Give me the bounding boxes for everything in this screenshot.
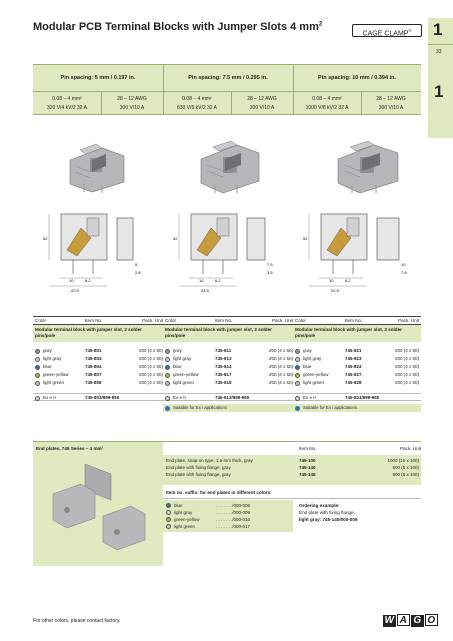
order-table-7-5mm xyxy=(163,316,295,412)
col-color-header: Color xyxy=(35,318,46,323)
row-color: light green xyxy=(303,380,325,385)
table-header xyxy=(163,316,295,325)
suffix-color: light green xyxy=(174,524,196,529)
row-pack: 200 (4 x 50) xyxy=(138,380,163,385)
spec-range-metric: 0.08 – 4 mm² xyxy=(312,96,342,102)
table-row xyxy=(33,363,165,371)
info-icon xyxy=(295,406,300,411)
table-row xyxy=(163,363,295,371)
spec-vdivider xyxy=(231,91,232,115)
row-color: light gray xyxy=(43,356,62,361)
ex-row xyxy=(163,393,295,401)
table-row xyxy=(166,464,421,471)
note-text: Suitable for Ex i applications xyxy=(303,405,357,410)
logo-letter-o: O xyxy=(425,614,438,626)
dim-pitch: 10 xyxy=(69,278,74,283)
table-row xyxy=(166,471,421,478)
page-number: 33 xyxy=(436,49,442,55)
ex-row xyxy=(33,393,165,401)
endplates-heading: End plates, 745 Series – 4 mm² xyxy=(36,446,104,451)
dim-height: 52 xyxy=(43,236,48,241)
spec-divider xyxy=(293,91,421,92)
list-item xyxy=(166,502,291,509)
dim-pitch: 10 xyxy=(199,278,204,283)
row-item: 745-813 xyxy=(215,356,232,361)
table-row xyxy=(163,347,295,355)
row-color: green-yellow xyxy=(303,372,329,377)
swatch-light-gray xyxy=(165,396,170,401)
drawing-5mm xyxy=(33,206,155,296)
dim-offset: 7.8 xyxy=(401,270,407,275)
swatch-gray xyxy=(165,349,170,354)
spec-rating-ul: 300 V/10 A xyxy=(119,105,145,111)
table-row xyxy=(293,379,421,387)
section-title: Modular terminal block with jumper slot, 2 solder pins/pole xyxy=(33,325,165,342)
table-row xyxy=(163,355,295,363)
row-pack: 500 (5 x 100) xyxy=(392,465,419,470)
spec-vdivider xyxy=(361,91,362,115)
row-pack: 200 (4 x 50) xyxy=(268,348,293,353)
ex-label: Ex e II xyxy=(43,395,56,400)
table-row xyxy=(33,347,165,355)
list-item xyxy=(166,523,291,530)
row-pack: 200 (4 x 50) xyxy=(394,356,419,361)
table-row xyxy=(163,379,295,387)
endplates-table-header xyxy=(163,442,421,455)
col-color-header: Color xyxy=(295,318,306,323)
row-item: 745-827 xyxy=(345,372,362,377)
table-row xyxy=(166,457,421,464)
col-item-header: Item No. xyxy=(299,446,317,451)
ex-item: 745-823/999-950 xyxy=(345,395,380,400)
spec-heading: Pin spacing: 5 mm / 0.197 in. xyxy=(60,75,136,81)
swatch-gray xyxy=(35,349,40,354)
chapter-number: 1 xyxy=(433,20,443,39)
spec-rating-ul: 300 V/10 A xyxy=(249,105,275,111)
table-row xyxy=(163,371,295,379)
row-item: 745-140 xyxy=(299,465,316,470)
suffix-rows xyxy=(166,502,291,530)
swatch-green-yellow xyxy=(295,373,300,378)
note-text: Suitable for Ex i applications xyxy=(173,405,227,410)
dim-width: 22.9 xyxy=(71,288,79,293)
endplate-745-140-image xyxy=(53,484,95,528)
row-pack: 200 (4 x 50) xyxy=(138,348,163,353)
footer-note: For other colors, please contact factory. xyxy=(33,618,121,624)
spec-block-5mm xyxy=(33,64,163,115)
table-row xyxy=(293,347,421,355)
spec-range-awg: 28 – 12 AWG xyxy=(247,96,277,102)
table-row xyxy=(33,355,165,363)
swatch-light-green xyxy=(165,381,170,386)
swatch-light-gray xyxy=(35,357,40,362)
row-pack: 200 (4 x 50) xyxy=(394,372,419,377)
endplate-images xyxy=(45,460,155,560)
dim-height: 52 xyxy=(303,236,308,241)
spec-block-7-5mm xyxy=(163,64,293,115)
spec-range-metric: 0.08 – 4 mm² xyxy=(182,96,212,102)
logo-letter-w: W xyxy=(384,615,395,626)
order-table-5mm xyxy=(33,316,165,401)
swatch-light-green xyxy=(295,381,300,386)
col-pack-header: Pack. Unit xyxy=(272,318,293,323)
row-desc: End plate with fixing flange, gray xyxy=(166,472,231,477)
row-color: blue xyxy=(303,364,312,369)
swatch-blue xyxy=(165,365,170,370)
swatch-blue xyxy=(295,365,300,370)
row-item: 745-824 xyxy=(345,364,362,369)
table-row xyxy=(293,371,421,379)
ex-i-note xyxy=(163,404,295,412)
suffix-code: . . . . . . ./000-006 xyxy=(216,503,251,508)
row-pack: 200 (4 x 50) xyxy=(394,380,419,385)
row-item: 745-818 xyxy=(215,380,232,385)
ex-i-note xyxy=(293,404,421,412)
table-row xyxy=(293,355,421,363)
ex-label: Ex e II xyxy=(303,395,316,400)
swatch-light-gray xyxy=(35,396,40,401)
swatch-blue xyxy=(35,365,40,370)
spec-divider xyxy=(163,91,293,92)
row-item: 745-804 xyxy=(85,364,102,369)
page-title-text: Modular PCB Terminal Blocks with Jumper Slots 4 mm xyxy=(33,21,319,33)
suffix-divider xyxy=(163,498,421,499)
spec-rating-ul: 300 V/10 A xyxy=(378,105,404,111)
row-pack: 200 (4 x 50) xyxy=(394,348,419,353)
row-pack: 200 (4 x 50) xyxy=(394,364,419,369)
table-header xyxy=(33,316,165,325)
row-desc: End plate with fixing flange, gray xyxy=(166,465,231,470)
row-color: light gray xyxy=(173,356,192,361)
dim-pin: 6.2 xyxy=(345,278,351,283)
dim-pitch-side: 5 xyxy=(135,262,138,267)
row-color: green-yellow xyxy=(43,372,69,377)
row-color: light green xyxy=(43,380,65,385)
swatch-light-gray xyxy=(295,396,300,401)
chapter-number-large: 1 xyxy=(434,82,444,101)
cage-clamp-text: CAGE CLAMP xyxy=(362,30,409,38)
list-item xyxy=(166,516,291,523)
row-item: 745-100 xyxy=(299,458,316,463)
row-item: 745-828 xyxy=(345,380,362,385)
logo-letter-a: A xyxy=(397,614,410,626)
row-color: blue xyxy=(173,364,182,369)
row-item: 745-803 xyxy=(85,356,102,361)
row-pack: 200 (4 x 50) xyxy=(138,372,163,377)
ex-row xyxy=(293,393,421,401)
row-pack: 200 (4 x 50) xyxy=(138,356,163,361)
page-title xyxy=(33,21,322,33)
cage-clamp-logo xyxy=(352,24,422,37)
spec-range-metric: 0.08 – 4 mm² xyxy=(52,96,82,102)
row-color: gray xyxy=(173,348,182,353)
row-item: 745-814 xyxy=(215,364,232,369)
dim-pitch-side: 7.5 xyxy=(267,262,273,267)
table-row xyxy=(33,371,165,379)
row-color: light gray xyxy=(303,356,322,361)
col-item-header: Item No. xyxy=(85,318,103,323)
row-pack: 200 (4 x 50) xyxy=(268,356,293,361)
suffix-code: . . . . . . ./000-016 xyxy=(216,517,251,522)
logo-letter-g: G xyxy=(411,615,424,627)
row-pack: 1000 (10 x 100) xyxy=(387,458,419,463)
section-title: Modular terminal block with jumper slot, 2 solder pins/pole xyxy=(163,325,295,342)
col-pack-header: Pack. Unit xyxy=(142,318,163,323)
row-color: light green xyxy=(173,380,195,385)
row-pack: 200 (4 x 50) xyxy=(268,380,293,385)
dim-height: 52 xyxy=(173,236,178,241)
ex-item: 745-813/999-950 xyxy=(215,395,250,400)
row-item: 745-807 xyxy=(85,372,102,377)
swatch-green-yellow xyxy=(35,373,40,378)
chapter-tab-divider xyxy=(428,44,453,45)
dim-pin: 6.2 xyxy=(85,278,91,283)
dim-pin: 6.2 xyxy=(215,278,221,283)
dim-pitch: 10 xyxy=(329,278,334,283)
product-image-7-5mm xyxy=(193,135,267,195)
swatch-light-green xyxy=(35,381,40,386)
spec-vdivider xyxy=(101,91,102,115)
suffix-color: green-yellow xyxy=(174,517,200,522)
col-pack-header: Pack. Unit xyxy=(400,446,421,451)
spec-heading: Pin spacing: 7.5 mm / 0.295 in. xyxy=(188,75,268,81)
drawing-7-5mm xyxy=(163,206,285,296)
example-heading: Ordering example: xyxy=(299,503,340,508)
product-image-10mm xyxy=(330,135,404,195)
example-line-2: light gray: 745-140/000-009 xyxy=(299,517,358,522)
row-color: green-yellow xyxy=(173,372,199,377)
endplate-745-145-image xyxy=(103,506,145,550)
row-item: 745-801 xyxy=(85,348,102,353)
suffix-code: . . . . . . ./000-017 xyxy=(216,524,251,529)
table-row xyxy=(293,363,421,371)
ordering-example xyxy=(299,502,357,523)
ex-label: Ex e II xyxy=(173,395,186,400)
swatch-light-gray xyxy=(165,357,170,362)
suffix-color: blue xyxy=(174,503,183,508)
row-pack: 200 (4 x 50) xyxy=(268,372,293,377)
spec-rating-iec: 320 V/4 kV/2 32 A xyxy=(46,105,88,111)
spec-divider xyxy=(33,91,163,92)
order-table-10mm xyxy=(293,316,421,412)
row-color: blue xyxy=(43,364,52,369)
spec-heading: Pin spacing: 10 mm / 0.394 in. xyxy=(318,75,396,81)
dim-offset: 2.8 xyxy=(135,270,141,275)
list-item xyxy=(166,509,291,516)
row-pack: 500 (5 x 100) xyxy=(392,472,419,477)
row-desc: End plate, snap-on type, 1.5 mm thick, gray xyxy=(166,458,253,463)
section-title: Modular terminal block with jumper slot, 2 solder pins/pole xyxy=(293,325,421,342)
suffix-heading: Item no. suffix: for end plates in different colors: xyxy=(166,490,272,495)
row-item: 745-823 xyxy=(345,356,362,361)
spec-rating-iec: 630 V/6 kV/2 32 A xyxy=(176,105,218,111)
row-item: 745-821 xyxy=(345,348,362,353)
spec-range-awg: 28 – 12 AWG xyxy=(376,96,406,102)
swatch-green-yellow xyxy=(166,517,171,522)
page-title-sup: 2 xyxy=(318,21,323,28)
row-item: 745-817 xyxy=(215,372,232,377)
spec-block-10mm xyxy=(293,64,421,115)
col-pack-header: Pack. Unit xyxy=(398,318,419,323)
col-item-header: Item No. xyxy=(345,318,363,323)
row-color: gray xyxy=(43,348,52,353)
swatch-light-gray xyxy=(295,357,300,362)
swatch-light-green xyxy=(166,524,171,529)
table-row xyxy=(33,379,165,387)
cage-clamp-reg: ® xyxy=(408,28,412,33)
table-header xyxy=(293,316,421,325)
row-color: gray xyxy=(303,348,312,353)
product-image-5mm xyxy=(62,138,132,194)
suffix-code: . . . . . . ./000-009 xyxy=(216,510,251,515)
row-item: 745-811 xyxy=(215,348,232,353)
spec-rating-iec: 1000 V/8 kV/2 32 A xyxy=(305,105,349,111)
row-item: 745-145 xyxy=(299,472,316,477)
dim-width: 22.9 xyxy=(331,288,339,293)
suffix-color: light gray xyxy=(174,510,193,515)
row-pack: 200 (4 x 50) xyxy=(138,364,163,369)
row-pack: 200 (4 x 50) xyxy=(268,364,293,369)
endplates-rows xyxy=(166,457,421,478)
col-item-header: Item No. xyxy=(215,318,233,323)
drawing-10mm xyxy=(293,206,421,296)
dim-pitch-side: 10 xyxy=(401,262,406,267)
wago-logo xyxy=(383,614,439,627)
info-icon xyxy=(165,406,170,411)
col-color-header: Color xyxy=(165,318,176,323)
row-item: 745-808 xyxy=(85,380,102,385)
spec-range-awg: 28 – 12 AWG xyxy=(117,96,147,102)
dim-offset: 3.5 xyxy=(267,270,273,275)
swatch-green-yellow xyxy=(165,373,170,378)
swatch-blue xyxy=(166,503,171,508)
dim-width: 22.9 xyxy=(201,288,209,293)
swatch-gray xyxy=(295,349,300,354)
ex-item: 745-803/999-950 xyxy=(85,395,120,400)
example-line-1: End plate with fixing flange, xyxy=(299,510,355,515)
swatch-light-gray xyxy=(166,510,171,515)
